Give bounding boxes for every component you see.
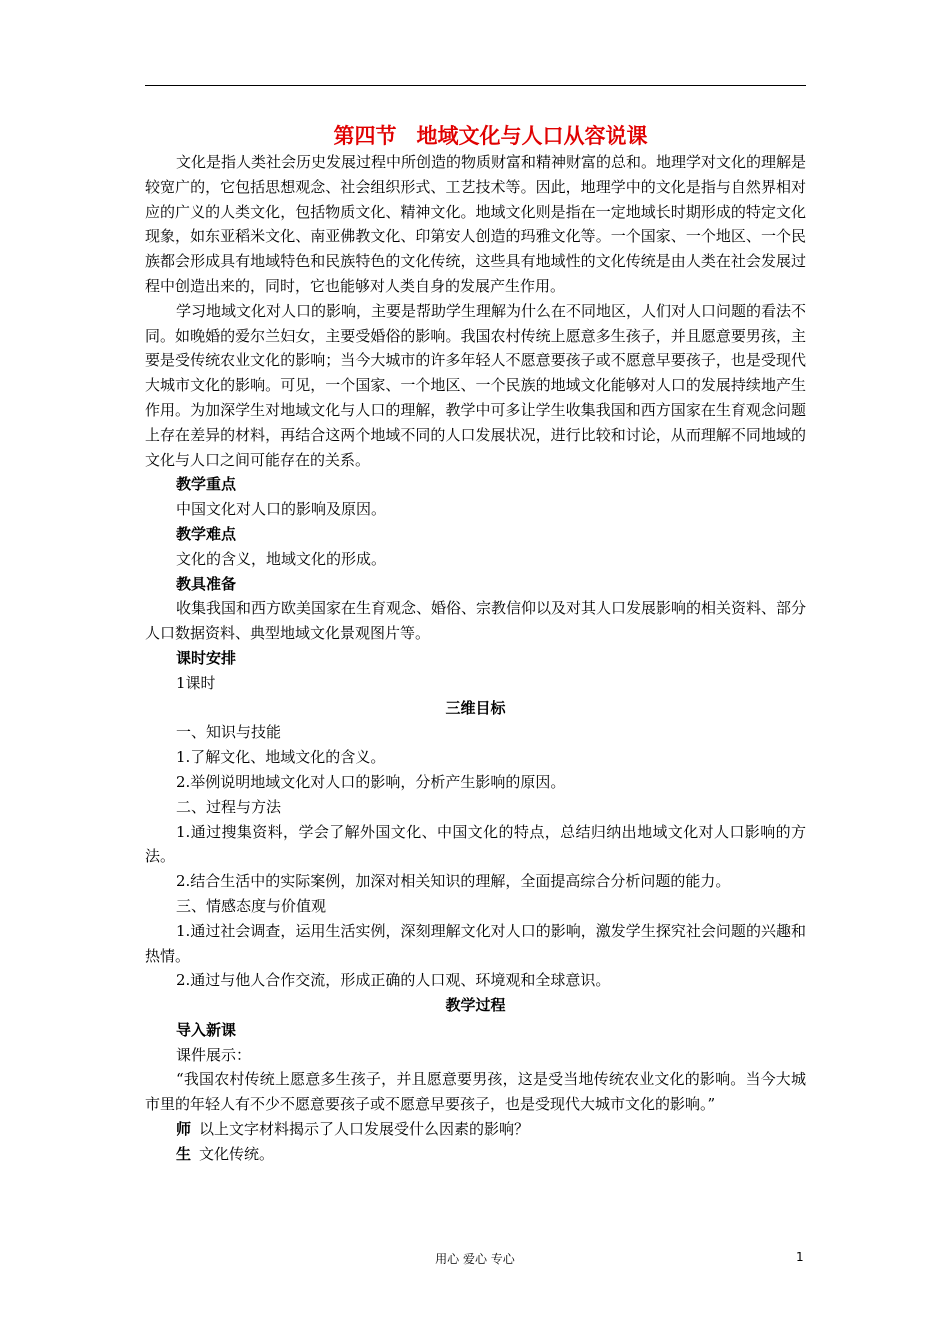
objective-section-2: 二、过程与方法 xyxy=(176,797,282,816)
materials-text: 收集我国和西方欧美国家在生育观念、婚俗、宗教信仰以及对其人口发展影响的相关资料、部分人口数据资料、典型地域文化景观图片等。 xyxy=(145,599,807,643)
courseware-quote: “我国农村传统上愿意多生孩子，并且愿意要男孩，这是受当地传统农业文化的影响。当今大城市里的年轻人有不少不愿意要孩子或不愿意早要孩子，也是受现代大城市文化的影响。” xyxy=(145,1070,806,1114)
objective-item: 1.通过社会调查，运用生活实例，深刻理解文化对人口的影响，激发学生探究社会问题的兴趣和热情。 xyxy=(145,921,806,965)
courseware-label: 课件展示： xyxy=(176,1045,252,1064)
page-number: 1 xyxy=(796,1250,804,1264)
student-label: 生 xyxy=(176,1144,192,1163)
title-section-number: 第四节 xyxy=(333,124,397,148)
student-text: 文化传统。 xyxy=(199,1144,275,1163)
materials-heading: 教具准备 xyxy=(176,574,237,593)
intro-lesson-heading: 导入新课 xyxy=(176,1020,237,1039)
document-title xyxy=(145,122,806,150)
objective-item: 1.了解文化、地域文化的含义。 xyxy=(176,748,386,767)
process-heading: 教学过程 xyxy=(445,996,506,1015)
difficulty-heading: 教学难点 xyxy=(176,524,237,543)
difficulty-text: 文化的含义，地域文化的形成。 xyxy=(176,549,387,568)
teacher-text: 以上文字材料揭示了人口发展受什么因素的影响？ xyxy=(199,1120,530,1139)
teacher-label: 师 xyxy=(176,1120,192,1139)
key-point-text: 中国文化对人口的影响及原因。 xyxy=(176,500,387,519)
objective-item: 2.举例说明地域文化对人口的影响，分析产生影响的原因。 xyxy=(176,772,566,791)
objective-section-1: 一、知识与技能 xyxy=(176,723,282,742)
header-rule xyxy=(145,85,806,86)
intro-paragraph-1: 文化是指人类社会历史发展过程中所创造的物质财富和精神财富的总和。地理学对文化的理解是较宽广的，它包括思想观念、社会组织形式、工艺技术等。因此，地理学中的文化是指与自然界相对应的广义的人类文化，包括物质文化、精神文化。地域文化则是指在一定地域长时期形成的特定文化现象，如东亚稻米文化、南亚佛教文化、印第安人创造的玛雅文化等。一个国家、一个地区、一个民族都会形成具有地域特色和民族特色的文化传统，这些具有地域性的文化传统是由人类在社会发展过程中创造出来的，同时，它也能够对人类自身的发展产生作用。 xyxy=(145,153,807,295)
objective-section-3: 三、情感态度与价值观 xyxy=(176,896,327,915)
document-body xyxy=(145,122,806,1167)
teacher-line xyxy=(145,1117,806,1142)
footer-motto: 用心 爱心 专心 xyxy=(435,1252,515,1266)
student-line xyxy=(145,1142,806,1167)
objective-item: 2.通过与他人合作交流，形成正确的人口观、环境观和全球意识。 xyxy=(176,971,611,990)
schedule-text: 1课时 xyxy=(176,673,216,692)
objective-item: 2.结合生活中的实际案例，加深对相关知识的理解，全面提高综合分析问题的能力。 xyxy=(176,872,731,891)
title-text: 地域文化与人口从容说课 xyxy=(416,124,648,148)
key-point-heading: 教学重点 xyxy=(176,475,237,494)
objectives-heading: 三维目标 xyxy=(445,698,506,717)
schedule-heading: 课时安排 xyxy=(176,648,237,667)
objective-item: 1.通过搜集资料，学会了解外国文化、中国文化的特点，总结归纳出地域文化对人口影响的方法。 xyxy=(145,822,806,866)
intro-paragraph-2: 学习地域文化对人口的影响，主要是帮助学生理解为什么在不同地区，人们对人口问题的看法不同。如晚婚的爱尔兰妇女，主要受婚俗的影响。我国农村传统上愿意多生孩子，并且愿意要男孩，主要是受传统农业文化的影响；当今大城市的许多年轻人不愿意要孩子或不愿意早要孩子，也是受现代大城市文化的影响。可见，一个国家、一个地区、一个民族的地域文化能够对人口的发展持续地产生作用。为加深学生对地域文化与人口的理解，教学中可多让学生收集我国和西方国家在生育观念问题上存在差异的材料，再结合这两个地域不同的人口发展状况，进行比较和讨论，从而理解不同地域的文化与人口之间可能存在的关系。 xyxy=(145,301,807,469)
